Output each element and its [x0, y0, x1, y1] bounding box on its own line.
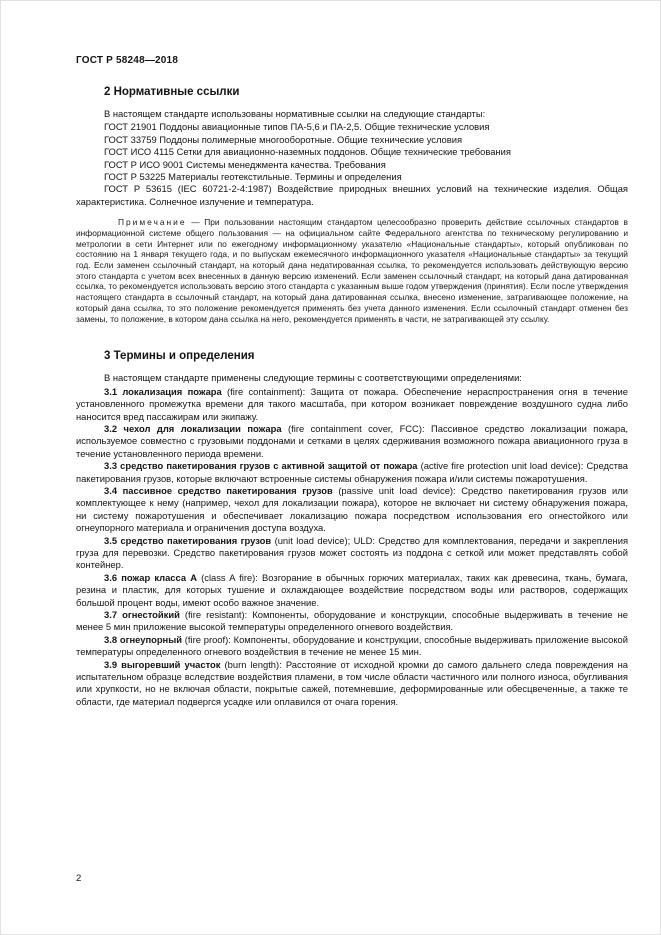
term-english: (fire proof):	[184, 633, 231, 645]
term-english: (fire containment):	[227, 385, 306, 397]
term-name: огнестойкий	[122, 609, 180, 620]
term-name: чехол для локализации пожара	[123, 422, 282, 434]
term-definition	[76, 572, 628, 609]
term-definition	[76, 535, 628, 572]
note-label: Примечание	[118, 217, 187, 228]
term-text: Защита от пожара. Обеспечение нераспространения огня в течение установленного промежутка времени для такого масштаба, при котором возникает повреждение воздушного судна либо наносится вред пассажирам или экипажу.	[76, 385, 628, 422]
term-text: Пассивное средство локализации пожара, используемое совместно с грузовыми поддонами и сетками в целях сдерживания возможного пожара авиационного груза в течение установленного периода времени.	[76, 422, 629, 459]
standard-reference: ГОСТ 33759 Поддоны полимерные многооборотные. Общие технические условия	[104, 133, 463, 145]
standard-reference: ГОСТ Р 53225 Материалы геотекстильные. Термины и определения	[104, 171, 402, 183]
term-english: (unit load device); ULD:	[274, 534, 375, 546]
term-number: 3.1	[104, 385, 118, 397]
term-english: (fire resistant):	[184, 609, 248, 620]
term-name: средство пакетирования грузов	[120, 534, 272, 546]
term-name: выгоревший участок	[121, 658, 221, 670]
term-name: огнеупорный	[119, 633, 182, 645]
term-name: пассивное средство пакетирования грузов	[122, 484, 333, 496]
term-definition	[76, 634, 628, 659]
term-text: Возгорание в обычных горючих материалах, таких как древесина, ткань, бумага, резина и пластик, для которых тушение и охлаждающее воздействие посредством воды или растворов, содержащих большой процент воды, имеют особо важное значение.	[76, 571, 628, 608]
term-text: Средства пакетирования грузов, которые включают встроенные системы обнаружения пожара и/или системы пожаротушения.	[76, 460, 629, 484]
section-2-intro: В настоящем стандарте использованы нормативные ссылки на следующие стандарты:	[104, 108, 486, 119]
term-number: 3.5	[104, 534, 118, 546]
note-text: — При пользовании настоящим стандартом целесообразно проверить действие ссылочных стандартов в информационной системе общего пользования — на официальном сайте Федерального агентства по техническому регулированию и метрологии в сети Интернет или по ежегодному информационному указателю «Национальные стандарты», который опубликован по состоянию на 1 января текущего года, и по выпускам ежемесячного информационного указателя «Национальные стандарты» за текущий год. Если заменен ссылочный стандарт, на который дана недатированная ссылка, то рекомендуется использовать действующую версию этого стандарта с учетом всех внесенных в данную версию изменений. Если заменен ссылочный стандарт, на который дана датированная ссылка, то рекомендуется использовать версию этого стандарта с указанным выше годом утверждения (принятия). Если после утверждения настоящего стандарта в ссылочный стандарт, на который дана датированная ссылка, внесено изменение, затрагивающее положение, на который дана ссылка, то это положение рекомендуется применять без учета данного изменения. Если ссылочный стандарт отменен без замены, то положение, в котором дана ссылка на него, рекомендуется применять в части, не затрагивающей эту ссылку.	[76, 217, 629, 324]
term-text: Компоненты, оборудование и конструкции, способные выдерживать приложение высокой температуры определенного огневого воздействия в течение не менее 15 мин.	[76, 633, 628, 658]
standard-reference: ГОСТ 21901 Поддоны авиационные типов ПА-5,6 и ПА-2,5. Общие технические условия	[104, 121, 490, 133]
term-number: 3.9	[104, 658, 118, 670]
term-definition	[76, 386, 628, 423]
term-definition	[76, 423, 628, 460]
section-3-heading: 3 Термины и определения	[104, 350, 255, 363]
term-number: 3.6	[104, 571, 118, 583]
term-number: 3.7	[104, 609, 118, 620]
term-number: 3.2	[104, 422, 118, 434]
standard-reference: ГОСТ Р ИСО 9001 Системы менеджмента качества. Требования	[104, 158, 386, 170]
term-name: пожар класса А	[121, 571, 197, 583]
section-2-heading: 2 Нормативные ссылки	[104, 86, 240, 98]
document-header: ГОСТ Р 58248—2018	[76, 55, 179, 66]
note-paragraph	[76, 217, 628, 324]
term-number: 3.3	[104, 460, 118, 472]
term-number: 3.8	[104, 633, 118, 645]
section-3-intro: В настоящем стандарте применены следующие термины с соответствующими определениями:	[104, 372, 522, 384]
term-text: Расстояние от исходной кромки до самого дальнего следа повреждения на испытательном образце вследствие воздействия пламени, в том числе области частичного или полного износа, обугливания или хрупкости, но не включая области, покрытые сажей, потемневшие, деформированные или обесцвеченные, а также те области, где материал подвергся усадке или оплавился от очага горения.	[76, 658, 628, 707]
term-definition	[76, 609, 628, 634]
page-number: 2	[76, 873, 82, 884]
term-number: 3.4	[104, 484, 118, 496]
term-text: Средство пакетирования грузов или комплектующее к нему (например, чехол для локализации пожара), которое не включает ни систему обнаружения пожара, ни систему пожаротушения и обеспечивает локализацию пожара посредством использования его огнестойкого или огнеупорного материала и ограничения доступа воздуха.	[76, 484, 629, 534]
term-english: (fire containment cover, FCC):	[288, 422, 425, 434]
term-text: Средство для комплектования, передачи и закрепления груза для перевозки. Средство пакетирования грузов может состоять из поддона с сеткой или может представлять собой контейнер.	[76, 534, 629, 571]
term-english: (passive unit load device):	[338, 484, 456, 496]
term-english: (active fire protection unit load device):	[420, 460, 584, 472]
term-definition	[76, 659, 628, 709]
standard-reference: ГОСТ Р 53615 (IEC 60721-2-4:1987) Воздействие природных внешних условий на технические изделия. Общая характеристика. Солнечное излучение и температура.	[76, 183, 628, 207]
standard-reference: ГОСТ ИСО 4115 Сетки для авиационно-наземных поддонов. Общие технические требования	[104, 146, 511, 158]
term-english: (class A fire):	[201, 571, 258, 583]
term-name: средство пакетирования грузов с активной защитой от пожара	[120, 460, 418, 472]
term-name: локализация пожара	[122, 385, 222, 397]
term-definition	[76, 460, 628, 485]
term-definition	[76, 485, 628, 535]
term-english: (burn length):	[224, 658, 282, 670]
term-text: Компоненты, оборудование и конструкции, способные выдерживать в течение не менее 5 мин приложение высокой температуры определенного огневого воздействия.	[76, 609, 628, 633]
